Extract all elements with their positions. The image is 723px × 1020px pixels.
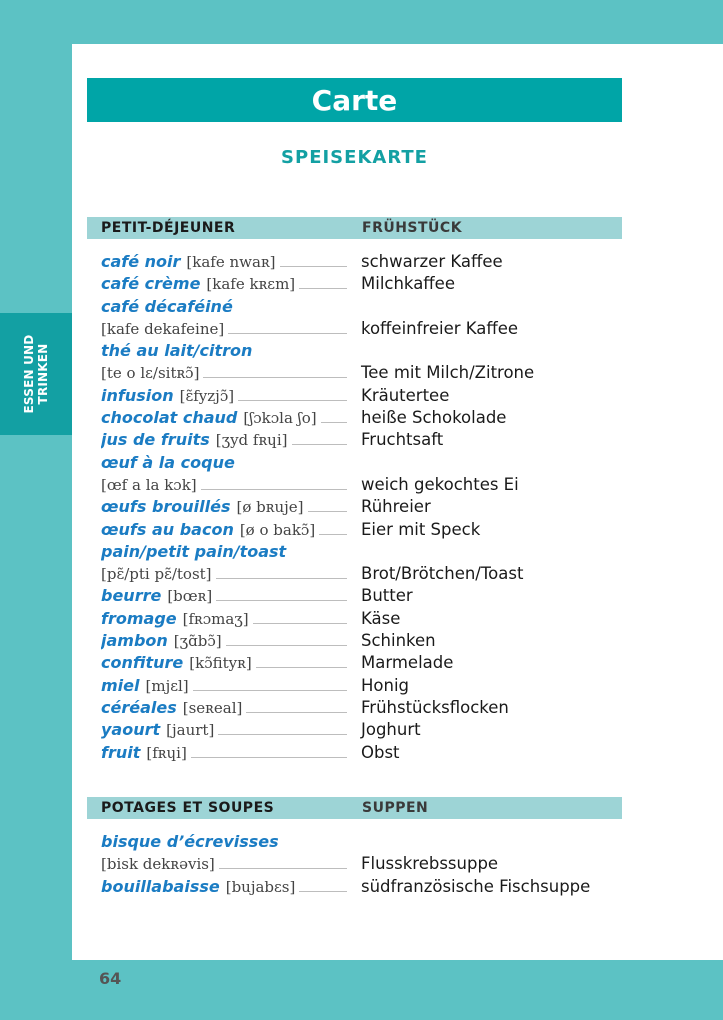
french-term: infusion [101,385,174,405]
vocab-term [101,474,347,496]
vocab-row [101,742,631,764]
leader-line [201,475,347,490]
leader-line [218,720,347,735]
german-translation: Flusskrebssuppe [361,854,499,874]
french-term: chocolat chaud [101,408,238,428]
leader-line [216,564,347,579]
german-translation: Schinken [361,631,436,651]
phonetic-transcription: [ʃɔkɔla ʃo] [243,409,317,428]
vocab-row [101,831,631,853]
breakfast-header [87,217,622,239]
leader-line [280,252,347,267]
leader-line [226,631,347,646]
german-translation: Honig [361,675,410,695]
vocab-row [101,719,631,741]
vocab-row [101,407,631,429]
german-translation: Eier mit Speck [361,519,481,539]
french-term: jus de fruits [101,430,210,450]
leader-line [191,743,347,758]
phonetic-transcription: [ʒyd fʀɥi] [215,431,288,450]
german-translation: südfranzösische Fischsuppe [361,876,591,896]
german-translation: Frühstücksflocken [361,697,509,717]
phonetic-transcription: [œf a la kɔk] [101,475,197,494]
soups-header-fr: POTAGES ET SOUPES [101,800,275,816]
vocab-row [101,474,631,496]
french-term: pain/petit pain/toast [101,541,287,561]
side-tab-line2: TRINKEN [36,343,50,405]
phonetic-transcription: [kafe dekafeine] [101,319,225,338]
french-term: bouillabaisse [101,876,220,896]
vocab-term [101,876,347,898]
german-translation: koffeinfreier Kaffee [361,318,519,338]
german-translation: Käse [361,608,401,628]
vocab-row [101,697,631,719]
leader-line [216,586,347,601]
french-term: céréales [101,697,177,717]
leader-line [219,854,347,869]
french-term: thé au lait/citron [101,341,253,361]
german-translation: heiße Schokolade [361,408,507,428]
german-translation: Tee mit Milch/Zitrone [361,363,535,383]
vocab-row [101,630,631,652]
leader-line [228,319,347,334]
phonetic-transcription: [mjɛl] [145,676,189,695]
vocab-row [101,876,631,898]
german-translation: Kräutertee [361,385,450,405]
french-term: bisque d’écrevisses [101,832,279,851]
vocab-row [101,675,631,697]
german-translation: Fruchtsaft [361,430,444,450]
vocab-term [101,697,347,719]
soups-header [87,797,622,819]
vocab-term [101,853,347,875]
vocab-row [101,496,631,518]
vocab-row [101,318,631,340]
vocab-row [101,652,631,674]
german-translation: schwarzer Kaffee [361,252,503,271]
breakfast-header-fr: PETIT-DÉJEUNER [101,220,236,236]
vocab-term [101,742,347,764]
french-term: fromage [101,608,177,628]
phonetic-transcription: [jaurt] [166,721,215,740]
phonetic-transcription: [ɛ̃fyzjɔ̃] [179,386,235,405]
french-term: jambon [101,631,168,651]
vocab-term [101,452,347,474]
soups-list [101,831,631,898]
french-term: œufs au bacon [101,519,234,539]
german-translation: weich gekochtes Ei [361,474,519,494]
vocab-term [101,407,347,429]
vocab-term [101,585,347,607]
phonetic-transcription: [bisk dekʀəvis] [101,855,215,874]
leader-line [193,676,347,691]
page-number: 64 [99,969,122,988]
leader-line [246,698,347,713]
phonetic-transcription: [ʒɑ̃bɔ̃] [173,632,222,651]
section-subtitle: SPEISEKARTE [281,147,428,168]
phonetic-transcription: [bœʀ] [167,587,213,606]
vocab-term [101,318,347,340]
phonetic-transcription: [fʀɥi] [146,743,187,762]
phonetic-transcription: [ø o bakɔ̃] [239,520,316,539]
vocab-term [101,630,347,652]
vocab-row [101,452,631,474]
french-term: confiture [101,653,184,673]
vocab-term [101,429,347,451]
vocab-term [101,719,347,741]
vocab-row [101,362,631,384]
leader-line [253,609,347,624]
vocab-row [101,296,631,318]
vocab-row [101,563,631,585]
leader-line [299,877,347,892]
vocab-term [101,362,347,384]
phonetic-transcription: [kafe kʀɛm] [206,275,296,294]
vocab-row [101,340,631,362]
phonetic-transcription: [fʀɔmaʒ] [182,609,249,628]
vocab-row [101,385,631,407]
vocab-term [101,496,347,518]
side-tab-line1: ESSEN UND [22,334,36,414]
vocab-row [101,853,631,875]
french-term: yaourt [101,720,161,740]
vocab-row [101,585,631,607]
vocab-term [101,251,347,273]
leader-line [299,274,347,289]
phonetic-transcription: [te o lɛ/sitʀɔ̃] [101,364,200,383]
vocab-term [101,831,347,853]
phonetic-transcription: [bujabɛs] [225,877,296,896]
german-translation: Marmelade [361,653,454,673]
phonetic-transcription: [pɛ̃/pti pɛ̃/tost] [101,565,212,584]
vocab-row [101,429,631,451]
french-term: café décaféiné [101,296,233,316]
vocab-row [101,519,631,541]
german-translation: Joghurt [361,720,421,740]
page-title-banner [87,78,622,122]
vocab-term [101,563,347,585]
vocab-term [101,541,347,563]
leader-line [321,408,347,423]
leader-line [238,386,347,401]
french-term: miel [101,675,140,695]
vocab-term [101,273,347,295]
leader-line [319,520,347,535]
vocab-term [101,385,347,407]
vocab-row [101,541,631,563]
phonetic-transcription: [kɔ̃fityʀ] [189,654,252,673]
french-term: œufs brouillés [101,497,231,517]
french-term: fruit [101,742,141,762]
breakfast-header-de: FRÜHSTÜCK [362,220,463,236]
vocab-row [101,608,631,630]
vocab-term [101,296,347,318]
vocab-row [101,273,631,295]
phonetic-transcription: [kafe nwaʀ] [186,253,276,271]
vocab-term [101,652,347,674]
french-term: œuf à la coque [101,452,235,472]
phonetic-transcription: [seʀeal] [182,698,243,717]
leader-line [308,497,347,512]
vocab-term [101,608,347,630]
vocab-row [101,251,631,273]
vocab-term [101,519,347,541]
soups-header-de: SUPPEN [362,800,429,816]
vocab-term [101,675,347,697]
vocab-term [101,340,347,362]
german-translation: Butter [361,586,413,606]
french-term: café crème [101,274,201,294]
german-translation: Rühreier [361,497,431,517]
side-tab-label [22,335,50,414]
leader-line [203,363,347,378]
german-translation: Milchkaffee [361,274,455,294]
phonetic-transcription: [ø bʀuje] [236,498,304,517]
leader-line [292,430,348,445]
german-translation: Obst [361,742,400,762]
page-title: Carte [311,83,398,117]
french-term: café noir [101,252,181,271]
leader-line [256,653,347,668]
german-translation: Brot/Brötchen/Toast [361,564,524,584]
breakfast-list [101,251,631,764]
french-term: beurre [101,586,162,606]
